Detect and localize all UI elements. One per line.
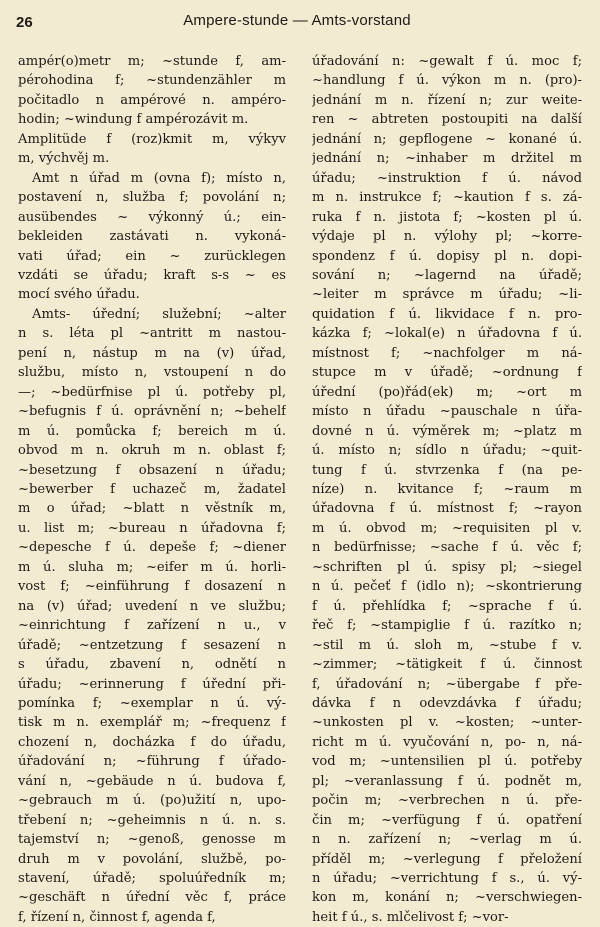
left-column-line: postavení n, služba f; povolání n; xyxy=(18,190,286,206)
right-column-line: n n. zařízení n; ~verlag m ú. xyxy=(312,832,582,848)
right-column-line: f, úřadování n; ~übergabe f pře- xyxy=(312,676,582,692)
right-column-line: tung f ú. stvrzenka f (na pe- xyxy=(312,462,582,478)
right-column-line: m n. instrukce f; ~kaution f s. zá- xyxy=(312,190,582,206)
right-column-line: počin m; ~verbrechen n ú. pře- xyxy=(312,793,582,809)
right-column-line: jednání n; gepflogene ~ konané ú. xyxy=(312,131,582,147)
left-column-line: u. list m; ~bureau n úřadovna f; xyxy=(18,520,286,536)
left-column-line: m o úřad; ~blatt n věstník m, xyxy=(18,501,286,517)
right-column-line: řeč f; ~stampiglie f ú. razítko n; xyxy=(312,618,582,634)
right-column-line: místo n úřadu ~pauschale n úřa- xyxy=(312,404,582,420)
right-column-line: úřadování n: ~gewalt f ú. moc f; xyxy=(312,54,582,69)
right-column-line: výdaje pl n. výlohy pl; ~korre- xyxy=(312,229,582,245)
right-column-line: quidation f ú. likvidace f n. pro- xyxy=(312,306,582,322)
left-column-line: vzdáti se úřadu; kraft s-s ~ es xyxy=(18,267,286,283)
right-column-line: dovné n ú. výměrek m; ~platz m xyxy=(312,423,582,439)
left-column-line: druh m v povolání, službě, po- xyxy=(18,851,286,867)
right-column-line: n ú. pečeť f (idlo n); ~skontrierung xyxy=(312,579,582,595)
left-column-line: pení n, nástup m na (v) úřad, xyxy=(18,345,286,361)
right-column-line: kon m, konání n; ~verschwiegen- xyxy=(312,890,582,906)
right-column-line: čin m; ~verfügung f ú. opatření xyxy=(312,812,582,828)
right-column-line: vod m; ~untensilien pl ú. potřeby xyxy=(312,754,582,770)
page-number: 26 xyxy=(16,14,33,31)
left-column-line: m ú. pomůcka f; bereich m ú. xyxy=(18,423,286,439)
right-column-line: kázka f; ~lokal(e) n úřadovna f ú. xyxy=(312,326,582,342)
right-column-line: ~schriften pl ú. spisy pl; ~siegel xyxy=(312,559,582,575)
right-column-line: jednání m n. řízení n; zur weite- xyxy=(312,92,582,108)
right-column-line: heit f ú., s. mlčelivost f; ~vor- xyxy=(312,909,509,925)
right-column-line: spondenz f ú. dopisy pl n. dopi- xyxy=(312,248,582,264)
right-column-line: jednání n; ~inhaber m držitel m xyxy=(312,151,582,167)
left-column-line: hodin; ~windung f ampérozávit m. xyxy=(18,112,249,128)
left-column-line: třebení n; ~geheimnis n ú. n. s. xyxy=(18,812,286,828)
right-column-line: stupce m v úřadě; ~ordnung f xyxy=(312,365,582,381)
right-column xyxy=(312,52,582,927)
left-column-line: službu, místo n, vstoupení n do xyxy=(18,365,286,381)
left-column-line: m, výchvěj m. xyxy=(18,151,110,167)
left-column-line: ~besetzung f obsazení n úřadu; xyxy=(18,462,286,478)
right-column-line: n bedürfnisse; ~sache f ú. věc f; xyxy=(312,540,582,556)
left-column-line: počitadlo n ampérové n. ampéro- xyxy=(18,92,286,108)
left-column-line: Amt n úřad m (ovna f); místo n, xyxy=(32,170,286,186)
right-column-line: ~stil m ú. sloh m, ~stube f v. xyxy=(312,637,582,653)
left-column-line: n s. léta pl ~antritt m nastou- xyxy=(18,326,286,342)
left-column-line: ~gebrauch m ú. (po)užití n, upo- xyxy=(18,793,286,809)
right-column-line: n úřadu; ~verrichtung f s., ú. vý- xyxy=(312,871,582,887)
left-column xyxy=(18,52,286,927)
right-column-line: místnost f; ~nachfolger m ná- xyxy=(312,345,582,361)
left-column-line: vání n, ~gebäude n ú. budova f, xyxy=(18,773,286,789)
right-column-line: ~leiter m správce m úřadu; ~li- xyxy=(312,287,582,303)
right-column-line: m ú. obvod m; ~requisiten pl v. xyxy=(312,520,582,536)
right-column-line: ren ~ abtreten postoupiti na další xyxy=(312,112,582,128)
left-column-line: obvod m n. okruh m n. oblast f; xyxy=(18,443,286,459)
left-column-line: na (v) úřad; uvedení n ve službu; xyxy=(18,598,286,614)
right-column-line: pl; ~veranlassung f ú. podnět m, xyxy=(312,773,582,789)
left-column-line: ~einrichtung f zařízení n u., v xyxy=(18,618,286,634)
left-column-line: f, řízení n, činnost f, agenda f, xyxy=(18,909,216,925)
right-column-line: dávka f n odevzdávka f úřadu; xyxy=(312,695,582,711)
left-column-line: mocí svého úřadu. xyxy=(18,287,140,303)
right-column-line: ruka f n. jistota f; ~kosten pl ú. xyxy=(312,209,582,225)
left-column-line: ampér(o)metr m; ~stunde f, am- xyxy=(18,54,286,69)
right-column-line: úřadu; ~instruktion f ú. návod xyxy=(312,170,582,186)
left-column-line: ~bewerber f uchazeč m, žadatel xyxy=(18,481,286,497)
right-column-line: úřadovna f ú. místnost f; ~rayon xyxy=(312,501,582,517)
left-column-line: Amplitüde f (roz)kmit m, výkyv xyxy=(18,131,286,147)
right-column-line: richt m ú. vyučování n, po- n, ná- xyxy=(312,734,582,750)
left-column-line: tajemství n; ~genoß, genosse m xyxy=(18,832,286,848)
left-column-line: vati úřad; ein ~ zurücklegen xyxy=(18,248,286,264)
left-column-line: úřadě; ~entzetzung f sesazení n xyxy=(18,637,286,653)
left-column-line: stavení, úřadě; spoluúředník m; xyxy=(18,871,286,887)
left-column-line: ~befugnis f ú. oprávnění n; ~behelf xyxy=(18,404,286,420)
left-column-line: pérohodina f; ~stundenzähler m xyxy=(18,73,286,89)
right-column-line: ~unkosten pl v. ~kosten; ~unter- xyxy=(312,715,582,731)
left-column-line: pomínka f; ~exemplar n ú. vý- xyxy=(18,695,286,711)
right-column-line: úřední (po)řád(ek) m; ~ort m xyxy=(312,384,582,400)
left-column-line: ausübendes ~ výkonný ú.; ein- xyxy=(18,209,286,225)
right-column-line: ~zimmer; ~tätigkeit f ú. činnost xyxy=(312,657,582,673)
left-column-line: chození n, docházka f do úřadu, xyxy=(18,734,286,750)
left-column-line: úřadování n; ~führung f úřado- xyxy=(18,754,286,770)
right-column-line: ~handlung f ú. výkon m n. (pro)- xyxy=(312,73,582,89)
left-column-line: tisk m n. exemplář m; ~frequenz f xyxy=(18,715,286,731)
left-column-line: ~geschäft n úřední věc f, práce xyxy=(18,890,286,906)
left-column-line: ~depesche f ú. depeše f; ~diener xyxy=(18,540,286,556)
running-title: Ampere-stunde — Amts-vorstand xyxy=(183,12,411,29)
left-column-line: Amts- úřední; služební; ~alter xyxy=(32,306,286,322)
right-column-line: f ú. přehlídka f; ~sprache f ú. xyxy=(312,598,582,614)
left-column-line: úřadu; ~erinnerung f úřední při- xyxy=(18,676,286,692)
right-column-line: příděl m; ~verlegung f přeložení xyxy=(312,851,582,867)
left-column-line: s úřadu, zbavení n, odnětí n xyxy=(18,657,286,673)
page-header xyxy=(16,10,578,34)
right-column-line: ú. místo n; sídlo n úřadu; ~quit- xyxy=(312,443,582,459)
left-column-line: vost f; ~einführung f dosazení n xyxy=(18,579,286,595)
right-column-line: sování n; ~lagernd na úřadě; xyxy=(312,267,582,283)
left-column-line: bekleiden zastávati n. vykoná- xyxy=(18,229,286,245)
right-column-line: níze) n. kvitance f; ~raum m xyxy=(312,481,582,497)
left-column-line: m ú. sluha m; ~eifer m ú. horli- xyxy=(18,559,286,575)
left-column-line: —; ~bedürfnise pl ú. potřeby pl, xyxy=(18,384,286,400)
